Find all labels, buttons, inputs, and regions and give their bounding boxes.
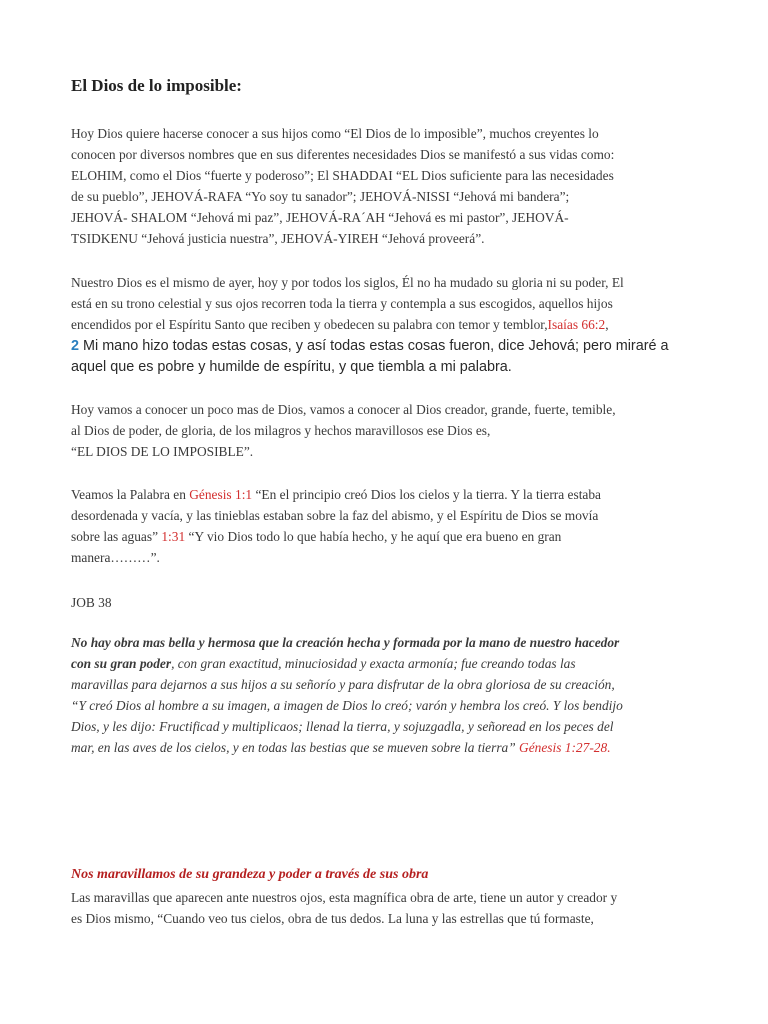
text-span: con su gran poder xyxy=(71,656,172,671)
verse-text: Mi mano hizo todas estas cosas, y así todas estas cosas fueron, dice Jehová; pero miraré a xyxy=(79,338,669,354)
text-span: , xyxy=(605,317,609,332)
text-line: al Dios de poder, de gloria, de los milagros y hechos maravillosos ese Dios es, xyxy=(71,423,491,438)
text-span: . xyxy=(607,740,611,755)
text-line: Dios, y les dijo: Fructificad y multiplicaos; llenad la tierra, y sojuzgadla, y señoread en los peces del xyxy=(71,719,614,734)
text-line: No hay obra mas bella y hermosa que la creación hecha y formada por la mano de nuestro hacedor xyxy=(71,635,620,650)
paragraph-maravillas xyxy=(71,887,701,929)
paragraph-nuestro-dios xyxy=(71,272,701,378)
text-line: está en su trono celestial y sus ojos recorren toda la tierra y contempla a sus escogidos, aquellos hijos xyxy=(71,296,613,311)
text-line: maravillas para dejarnos a sus hijos a su señorío y para disfrutar de la obra gloriosa de su creación, xyxy=(71,677,615,692)
verse-line xyxy=(71,335,701,357)
bible-reference-link[interactable]: Génesis 1:1 xyxy=(189,487,253,502)
paragraph-creation xyxy=(71,632,701,758)
text-line: Hoy vamos a conocer un poco mas de Dios, vamos a conocer al Dios creador, grande, fuerte, temible, xyxy=(71,402,616,417)
bible-reference-link[interactable]: Génesis 1:27-28 xyxy=(515,740,608,755)
text-line: TSIDKENU “Jehová justicia nuestra”, JEHOVÁ-YIREH “Jehová proveerá”. xyxy=(71,231,485,246)
text-span: “En el principio creó Dios los cielos y la tierra. Y la tierra estaba xyxy=(252,487,601,502)
text-line xyxy=(71,526,701,547)
text-line: es Dios mismo, “Cuando veo tus cielos, obra de tus dedos. La luna y las estrellas que tú formaste, xyxy=(71,911,594,926)
text-span: sobre las aguas” xyxy=(71,529,162,544)
text-line xyxy=(71,314,701,335)
text-span: “Y vio Dios todo lo que había hecho, y he aquí que era bueno en gran xyxy=(185,529,562,544)
text-line: manera………”. xyxy=(71,550,160,565)
paragraph-conocer xyxy=(71,399,701,462)
text-line: Hoy Dios quiere hacerse conocer a sus hijos como “El Dios de lo imposible”, muchos creyentes lo xyxy=(71,126,599,141)
verse-text: aquel que es pobre y humilde de espíritu, y que tiembla a mi palabra. xyxy=(71,359,512,375)
text-span: mar, en las aves de los cielos, y en todas las bestias que se mueven sobre la tierra” xyxy=(71,740,516,755)
text-line: “Y creó Dios al hombre a su imagen, a imagen de Dios lo creó; varón y hembra los creó. Y los bendijo xyxy=(71,698,623,713)
text-line xyxy=(71,737,701,758)
verse-number: 2 xyxy=(71,338,80,354)
paragraph-intro xyxy=(71,123,701,249)
text-line xyxy=(71,484,701,505)
text-line xyxy=(71,653,701,674)
bible-reference-link[interactable]: 1:31 xyxy=(161,529,186,544)
text-line: de su pueblo”, JEHOVÁ-RAFA “Yo soy tu sanador”; JEHOVÁ-NISSI “Jehová mi bandera”; xyxy=(71,189,570,204)
bible-reference-link[interactable]: Isaías 66:2 xyxy=(547,317,606,332)
text-line: conocen por diversos nombres que en sus diferentes necesidades Dios se manifestó a sus vidas como: xyxy=(71,147,615,162)
text-line: “EL DIOS DE LO IMPOSIBLE”. xyxy=(71,444,254,459)
text-line: Nuestro Dios es el mismo de ayer, hoy y por todos los siglos, Él no ha mudado su gloria ni su poder, El xyxy=(71,275,624,290)
section-label-job: JOB 38 xyxy=(71,595,112,610)
text-line: ELOHIM, como el Dios “fuerte y poderoso”; El SHADDAI “EL Dios suficiente para las necesidades xyxy=(71,168,614,183)
text-line: Las maravillas que aparecen ante nuestros ojos, esta magnífica obra de arte, tiene un autor y creador y xyxy=(71,890,618,905)
paragraph-genesis xyxy=(71,484,701,568)
page-title: El Dios de lo imposible: xyxy=(71,76,242,95)
text-span: encendidos por el Espíritu Santo que reciben y obedecen su palabra con temor y temblor, xyxy=(71,317,548,332)
text-span: Veamos la Palabra en xyxy=(71,487,190,502)
text-line: desordenada y vacía, y las tinieblas estaban sobre la faz del abismo, y el Espíritu de Dios se movía xyxy=(71,508,599,523)
section-subtitle: Nos maravillamos de su grandeza y poder a través de sus obra xyxy=(71,867,429,882)
text-line: JEHOVÁ- SHALOM “Jehová mi paz”, JEHOVÁ-RA´AH “Jehová es mi pastor”, JEHOVÁ- xyxy=(71,210,569,225)
text-span: , con gran exactitud, minuciosidad y exacta armonía; fue creando todas las xyxy=(171,656,576,671)
